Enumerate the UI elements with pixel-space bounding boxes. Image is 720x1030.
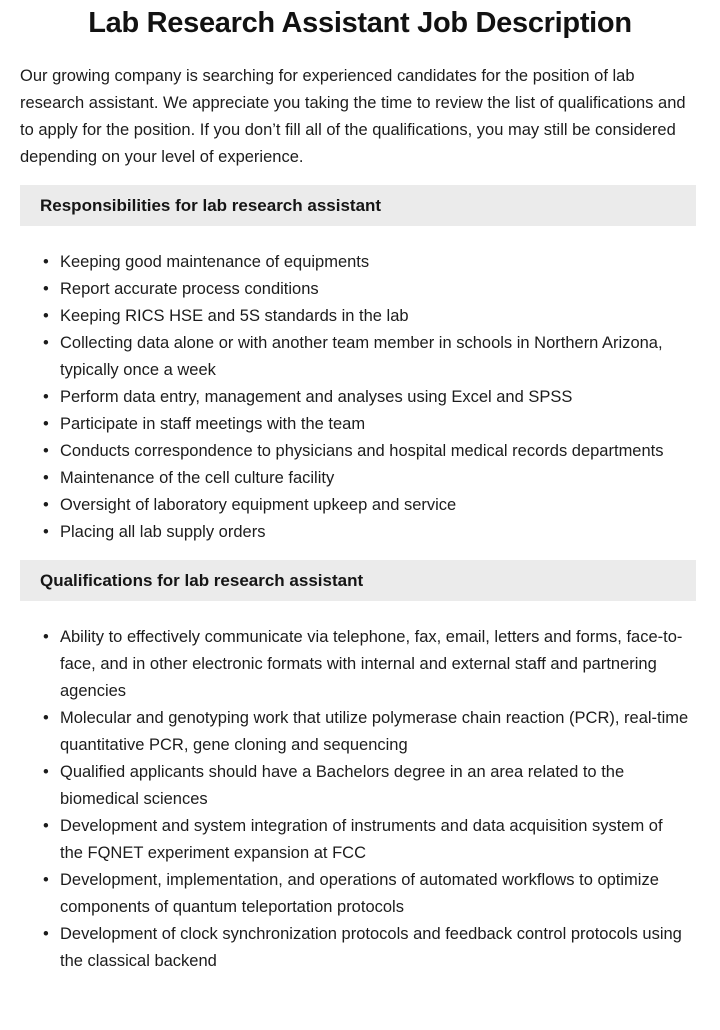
list-item: • Development of clock synchronization protocols and feedback control protocols using the classical backend (60, 921, 690, 975)
page-title: Lab Research Assistant Job Description (88, 7, 632, 39)
list-item: • Keeping RICS HSE and 5S standards in the lab (60, 303, 690, 330)
list-item: • Participate in staff meetings with the team (60, 411, 690, 438)
list-item: • Oversight of laboratory equipment upkeep and service (60, 492, 690, 519)
section-heading-label: Responsibilities for lab research assistant (40, 195, 382, 215)
section-header-responsibilities (20, 185, 696, 226)
list-item: • Collecting data alone or with another team member in schools in Northern Arizona, typically once a week (60, 330, 690, 384)
list-item: • Maintenance of the cell culture facility (60, 465, 690, 492)
list-item: • Development, implementation, and operations of automated workflows to optimize components of quantum teleportation protocols (60, 867, 690, 921)
section-header-qualifications (20, 560, 696, 601)
list-item: • Placing all lab supply orders (60, 519, 690, 546)
list-item: • Perform data entry, management and analyses using Excel and SPSS (60, 384, 690, 411)
intro-paragraph: Our growing company is searching for experienced candidates for the position of lab research assistant. We appreciate you taking the time to review the list of qualifications and to apply for the position. If you don’t fill all of the qualifications, you may still be considered depending on your level of experience. (20, 67, 686, 166)
list-item: • Keeping good maintenance of equipments (60, 249, 690, 276)
section-heading-label: Qualifications for lab research assistant (40, 570, 364, 590)
list-item: • Report accurate process conditions (60, 276, 690, 303)
list-item: • Development and system integration of instruments and data acquisition system of the FQNET experiment expansion at FCC (60, 813, 690, 867)
qualifications-list (0, 624, 690, 975)
list-item: • Conducts correspondence to physicians and hospital medical records departments (60, 438, 690, 465)
list-item: • Molecular and genotyping work that utilize polymerase chain reaction (PCR), real-time quantitative PCR, gene cloning and sequencing (60, 705, 690, 759)
list-item: • Qualified applicants should have a Bachelors degree in an area related to the biomedical sciences (60, 759, 690, 813)
responsibilities-list (0, 249, 690, 546)
list-item: • Ability to effectively communicate via telephone, fax, email, letters and forms, face-to-face, and in other electronic formats with internal and external staff and partnering agencies (60, 624, 690, 705)
